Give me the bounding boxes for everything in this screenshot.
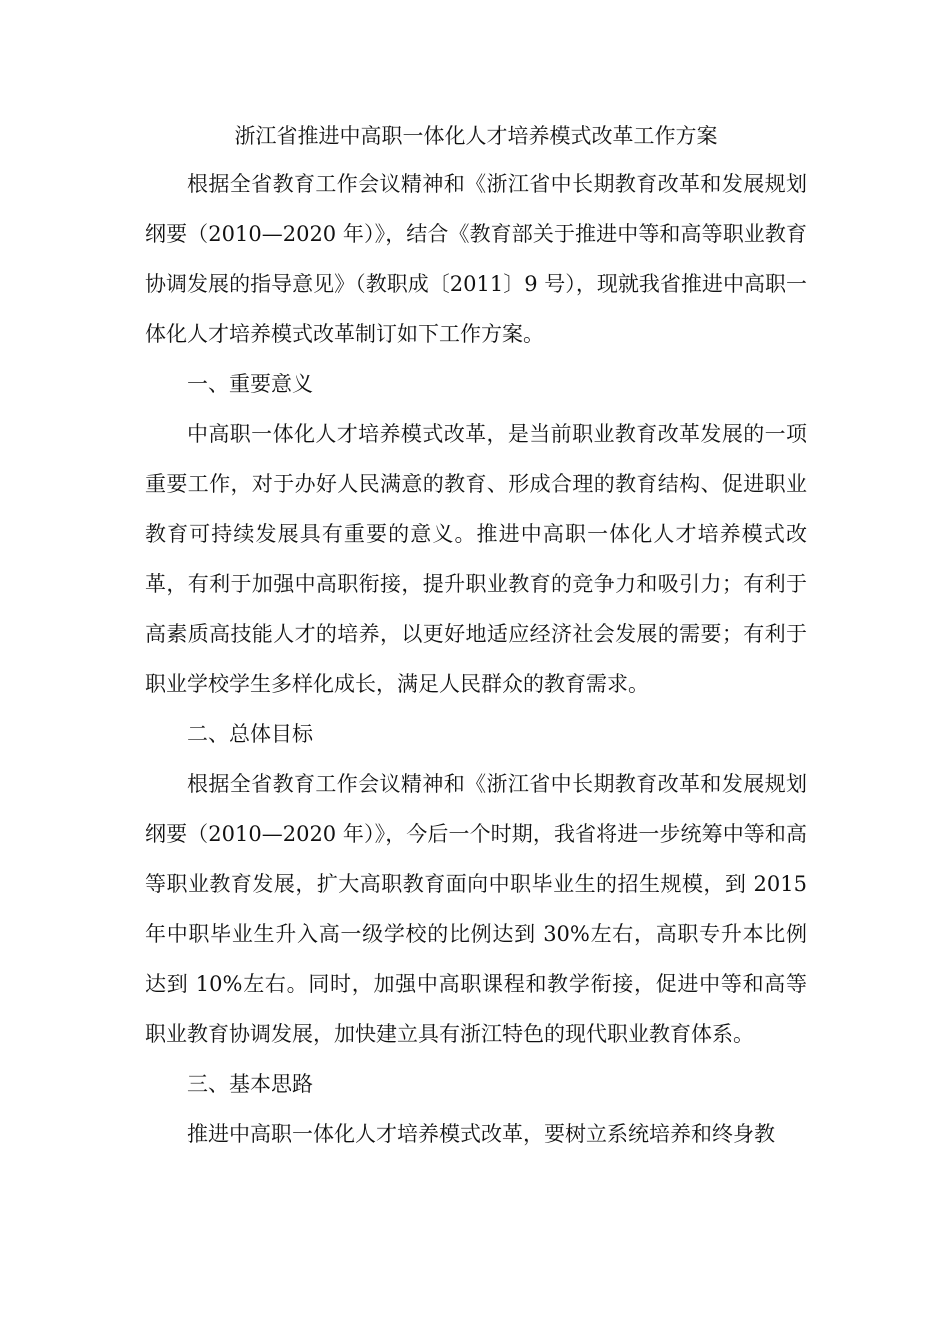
document-title: 浙江省推进中高职一体化人才培养模式改革工作方案 bbox=[234, 124, 718, 148]
document-body bbox=[145, 113, 807, 1159]
basic-approach-paragraph: 推进中高职一体化人才培养模式改革，要树立系统培养和终身教 bbox=[187, 1122, 775, 1146]
intro-paragraph: 根据全省教育工作会议精神和《浙江省中长期教育改革和发展规划纲要（2010—2020 年）》，结合《教育部关于推进中等和高等职业教育协调发展的指导意见》（教职成〔2011〕9 号），现就我省推进中高职一体化人才培养模式改革制订如下工作方案。 bbox=[145, 172, 807, 346]
section-heading-significance: 一、重要意义 bbox=[187, 372, 313, 396]
significance-paragraph: 中高职一体化人才培养模式改革，是当前职业教育改革发展的一项重要工作，对于办好人民满意的教育、形成合理的教育结构、促进职业教育可持续发展具有重要的意义。推进中高职一体化人才培养模式改革，有利于加强中高职衔接，提升职业教育的竞争力和吸引力；有利于高素质高技能人才的培养，以更好地适应经济社会发展的需要；有利于职业学校学生多样化成长，满足人民群众的教育需求。 bbox=[145, 422, 807, 696]
section-heading-overall-goals: 二、总体目标 bbox=[187, 722, 313, 746]
overall-goals-paragraph: 根据全省教育工作会议精神和《浙江省中长期教育改革和发展规划纲要（2010—2020 年）》，今后一个时期，我省将进一步统筹中等和高等职业教育发展，扩大高职教育面向中职毕业生的招生规模，到 2015 年中职毕业生升入高一级学校的比例达到 30%左右，高职专升本比例达到 10%左右。同时，加强中高职课程和教学衔接，促进中等和高等职业教育协调发展，加快建立具有浙江特色的现代职业教育体系。 bbox=[145, 772, 807, 1046]
section-heading-basic-approach: 三、基本思路 bbox=[187, 1072, 313, 1096]
